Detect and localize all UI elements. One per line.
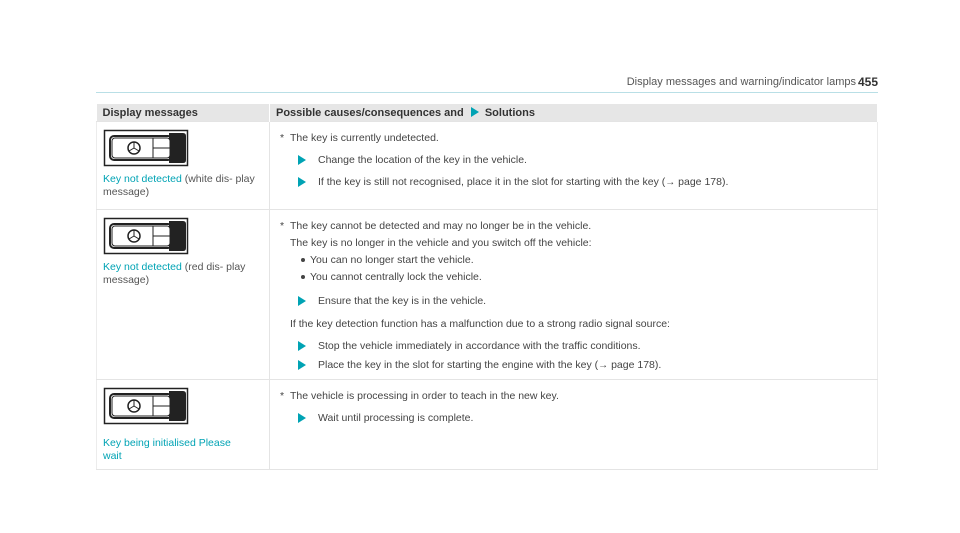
cross-reference-arrow-icon: →	[665, 177, 676, 188]
solution-text: Change the location of the key in the vehicle.	[318, 154, 527, 166]
display-messages-table	[96, 104, 878, 470]
solution-arrow-icon	[298, 177, 306, 187]
solution-arrow-icon	[298, 155, 306, 165]
solution-text: If the key is still not recognised, place it in the slot for starting with the key (	[318, 176, 666, 188]
page-header-title: Display messages and warning/indicator lamps	[626, 76, 856, 88]
cause-text: The key cannot be detected and may no longer be in the vehicle.	[290, 220, 592, 232]
key-display-icon	[103, 387, 189, 425]
cause-line: * The vehicle is processing in order to teach in the new key.	[280, 390, 559, 402]
message-cell	[97, 210, 270, 380]
solution-text: Wait until processing is complete.	[318, 412, 474, 424]
cause-line: * The key cannot be detected and may no longer be in the vehicle.	[280, 220, 592, 232]
causes-solutions-cell	[270, 122, 878, 210]
solution-arrow-icon	[298, 296, 306, 306]
table-row	[97, 210, 878, 380]
malfunction-note: If the key detection function has a malfunction due to a strong radio signal source:	[290, 318, 670, 330]
col-header-display-messages: Display messages	[97, 104, 270, 122]
cause-detail: The key is no longer in the vehicle and you switch off the vehicle:	[290, 237, 592, 249]
cause-line: * The key is currently undetected.	[280, 132, 439, 144]
message-suffix: (red dis- play message)	[103, 261, 246, 286]
bullet-icon	[301, 258, 305, 262]
solution-step	[280, 339, 869, 353]
message-name: Key not detected	[103, 261, 182, 273]
key-display-icon	[103, 129, 189, 167]
list-item	[280, 253, 869, 267]
solution-arrow-icon	[471, 107, 479, 117]
table-header-row	[97, 104, 878, 122]
solution-arrow-icon	[298, 341, 306, 351]
solution-text: Stop the vehicle immediately in accordance with the traffic conditions.	[318, 340, 641, 352]
col-header-causes-solutions	[270, 104, 878, 122]
causes-solutions-cell	[270, 380, 878, 470]
solution-step	[280, 411, 869, 425]
table-row	[97, 122, 878, 210]
col-header-solutions: Solutions	[484, 106, 535, 119]
solution-step	[280, 175, 869, 190]
bullet-icon	[301, 275, 305, 279]
key-display-icon	[103, 217, 189, 255]
solution-text: Place the key in the slot for starting the engine with the key (	[318, 359, 599, 371]
message-cell	[97, 122, 270, 210]
page-header	[96, 76, 878, 93]
solution-arrow-icon	[298, 413, 306, 423]
page-number: 455	[857, 75, 878, 89]
message-cell	[97, 380, 270, 470]
table-row	[97, 380, 878, 470]
solution-arrow-icon	[298, 360, 306, 370]
solution-step	[280, 294, 869, 308]
page-reference-link[interactable]: page 178).	[675, 176, 729, 188]
causes-solutions-cell	[270, 210, 878, 380]
message-name: Key being initialised Please wait	[103, 437, 231, 462]
solution-step	[280, 153, 869, 167]
cause-text: The key is currently undetected.	[290, 132, 439, 144]
cross-reference-arrow-icon: →	[598, 360, 609, 371]
list-item-text: You can no longer start the vehicle.	[310, 254, 474, 266]
cause-text: The vehicle is processing in order to teach in the new key.	[290, 390, 559, 402]
page-reference-link[interactable]: page 178).	[608, 359, 662, 371]
col-header-causes: Possible causes/consequences and	[276, 106, 464, 119]
message-name: Key not detected	[103, 173, 182, 185]
list-item-text: You cannot centrally lock the vehicle.	[310, 271, 482, 283]
list-item	[280, 270, 869, 284]
solution-text: Ensure that the key is in the vehicle.	[318, 295, 487, 307]
message-suffix: (white dis- play message)	[103, 173, 255, 198]
solution-step	[280, 358, 869, 373]
